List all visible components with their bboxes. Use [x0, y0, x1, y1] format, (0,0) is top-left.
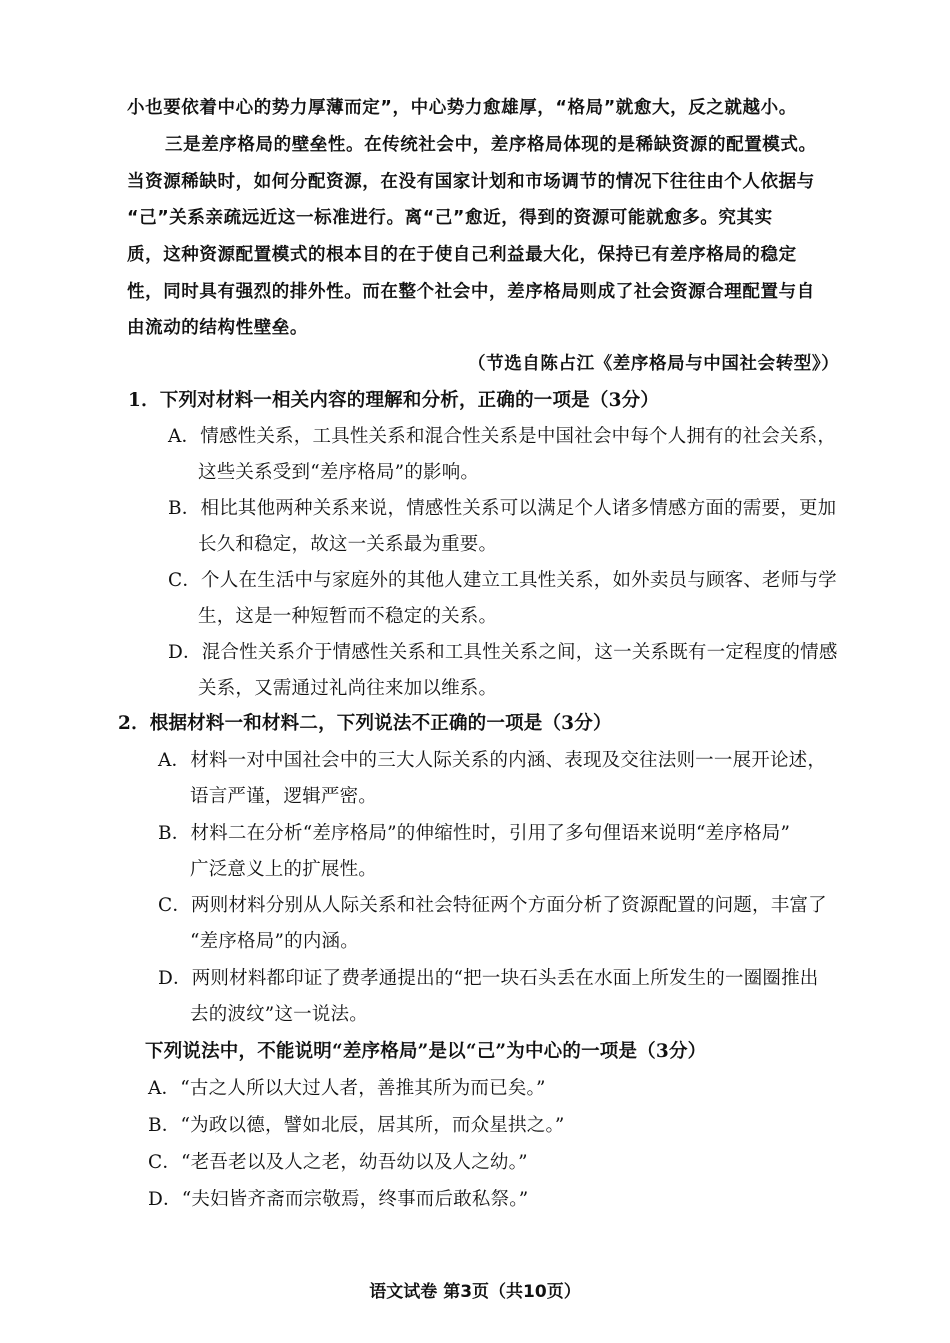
- q2-option-b-cont: 广泛意义上的扩展性。: [190, 859, 378, 880]
- passage-line: 当资源稀缺时，如何分配资源，在没有国家计划和市场调节的情况下往往由个人依据与: [127, 172, 815, 192]
- q2-option-d: D．两则材料都印证了费孝通提出的“把一块石头丢在水面上所发生的一圈圈推出: [158, 968, 819, 989]
- question-1-stem: 1．下列对材料一相关内容的理解和分析，正确的一项是（3分）: [128, 390, 660, 411]
- passage-line: “己”关系亲疏远近这一标准进行。离“己”愈近，得到的资源可能就愈多。究其实: [127, 208, 773, 228]
- q1-option-c-cont: 生，这是一种短暂而不稳定的关系。: [198, 606, 498, 627]
- q1-option-a: A．情感性关系，工具性关系和混合性关系是中国社会中每个人拥有的社会关系，: [168, 426, 837, 447]
- q2-option-b: B．材料二在分析“差序格局”的伸缩性时，引用了多句俚语来说明“差序格局”: [158, 823, 791, 844]
- q1-option-b-cont: 长久和稳定，故这一关系最为重要。: [198, 534, 498, 555]
- q2-option-d-cont: 去的波纹”这一说法。: [190, 1004, 368, 1025]
- q1-option-d-cont: 关系，又需通过礼尚往来加以维系。: [198, 678, 498, 699]
- passage-line: 小也要依着中心的势力厚薄而定”，中心势力愈雄厚，“格局”就愈大，反之就越小。: [127, 98, 797, 118]
- passage-line: 质，这种资源配置模式的根本目的在于使自己利益最大化，保持已有差序格局的稳定: [127, 245, 797, 265]
- q3-option-d: D．“夫妇皆齐斋而宗敬焉，终事而后敢私祭。”: [148, 1189, 529, 1210]
- q2-option-a-cont: 语言严谨，逻辑严密。: [190, 786, 378, 807]
- q2-option-a: A．材料一对中国社会中的三大人际关系的内涵、表现及交往法则一一展开论述，: [158, 750, 827, 771]
- page-footer: 语文试卷 第3页（共10页）: [369, 1282, 581, 1302]
- question-2-stem: 2．根据材料一和材料二，下列说法不正确的一项是（3分）: [118, 713, 612, 734]
- q1-option-c: C．个人在生活中与家庭外的其他人建立工具性关系，如外卖员与顾客、老师与学: [168, 570, 837, 591]
- q1-option-a-cont: 这些关系受到“差序格局”的影响。: [198, 462, 480, 483]
- passage-line: 三是差序格局的壁垒性。在传统社会中，差序格局体现的是稀缺资源的配置模式。: [165, 135, 817, 155]
- passage-line: 性，同时具有强烈的排外性。而在整个社会中，差序格局则成了社会资源合理配置与自: [127, 282, 815, 302]
- source-note: （节选自陈占江《差序格局与中国社会转型》）: [468, 354, 840, 374]
- q3-option-c: C．“老吾老以及人之老，幼吾幼以及人之幼。”: [148, 1152, 528, 1173]
- q1-option-b: B．相比其他两种关系来说，情感性关系可以满足个人诸多情感方面的需要，更加: [168, 498, 837, 519]
- q3-option-a: A．“古之人所以大过人者，善推其所为而已矣。”: [148, 1078, 546, 1099]
- question-3-stem: 下列说法中，不能说明“差序格局”是以“己”为中心的一项是（3分）: [145, 1041, 707, 1062]
- q3-option-b: B．“为政以德，譬如北辰，居其所，而众星拱之。”: [148, 1115, 565, 1136]
- passage-line: 由流动的结构性壁垒。: [127, 318, 308, 338]
- q2-option-c-cont: “差序格局”的内涵。: [190, 931, 359, 952]
- q1-option-d: D．混合性关系介于情感性关系和工具性关系之间，这一关系既有一定程度的情感: [168, 642, 838, 663]
- q2-option-c: C．两则材料分别从人际关系和社会特征两个方面分析了资源配置的问题，丰富了: [158, 895, 827, 916]
